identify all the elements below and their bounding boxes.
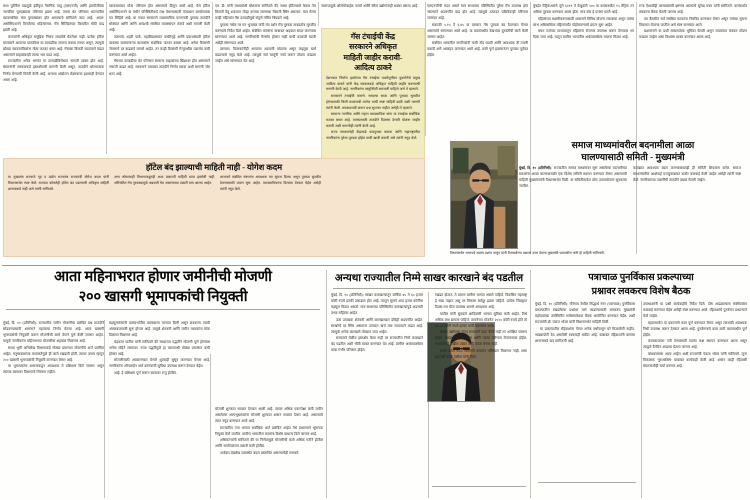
article-column-6 (533, 3, 634, 133)
dateline: मुंबई, दि. १० (प्रतिनिधी): (519, 166, 553, 170)
patrachal-article-body (535, 301, 747, 500)
column-divider (106, 2, 107, 154)
article-column-1 (3, 3, 104, 83)
column-divider (212, 2, 213, 154)
patrachal-column-2: उपाध्यक्षांनी या प्रश्नी कार्यवाहीचे निर्देश दिले. दोष आढळल्यास संबंधितांवर कारवाई करण्यात येईल असेही स्पष्ट करण्यात आले. रहिवाशांचे पुनर्वसन प्राधान्याने केले जाईल. म्हाडामार्फत या प्रकल्पाचे काम पूर्ण करण्यात येणार असून त्यासाठी आवश्यक निधी उपलब्ध करून देण्यात आला आहे. पुनर्वसनाचे काम कमी कालावधीत पूर्ण होईल. कामकाजाला गती देण्यासाठी स्वतंत्र कक्ष स्थापन करण्यात आला असून त्याद्वारे दैनंदिन आढावा घेतला जाणार आहे. बांधकामाला आता आहेत अशी राज्यमंत्री पंकज भोयर यांनी सांगितले. जुना विकासक 'गुरुआशिष' याबाबत कार्यवाही केली आहे. शासन काही रहिवासी संघटनांशीही चर्चा करणार आहे. (643, 302, 747, 368)
sugar-headline: अन्यथा राज्यातील निम्मे साखर कारखाने बंद पडतील (334, 273, 524, 284)
cm-column-1: मुंबई, दि. १० (प्रतिनिधी): राज्यातील समाज माध्यमांवर सुरू असलेल्या बदनामीच्या प्रकारांना आळा घालण्यासाठी एक विशेष समिती स्थापन करण्यात येणार असल्याची माहिती मुख्यमंत्र्यांनी विधानसभेत दिली. या समितीमार्फत ठोस उपाययोजना सुचवल्या जातील. (519, 166, 628, 189)
sugar-mill-article (331, 268, 527, 500)
headline-underline (6, 309, 320, 310)
column-divider (530, 270, 531, 498)
hotel-boxed-article (3, 158, 425, 257)
body-text: व्यावसायावर मोठा परिणाम होत असल्याचे दिसून आले आहे. येथे हॉटेल असोसिएशनने या गंभीर परिस्थितीकडे लक्ष वेधण्यासाठी पंतप्रधान कार्यालयास पत्र लिहिले आहे. या पत्रात सरकारने व्यावसायिक एलएनजी पुरवठा तातडीने धोक्यात आणि आणि आवश्यी संबंधित व्यवस्थापन करावे अशी मागणी केली आहे. तळगावे, शहरी पार्क, महाविद्यालयांत वसतिगृहे आणि प्रवाशांसाठी हॉटेल व्यवस्था चालवणाऱ्या चालकांना सर्वाधिक फटका बसला आहे. अनेक ठिकाणी जेवणाचे दर वाढवावे लागले आहेत, तर काही ठिकाणी मेन्यूमधील पदार्थच कमी करण्यात आले आहेत. गॅसच्या दरवाढीचा थेट परिणाम सामान्य ग्राहकांच्या खिशावर होत असल्याने नाराजी वाढत आहे. सरकारने याबाबत तातडीने निर्णय घ्यावा अशी मागणी जोर धरत आहे. (109, 4, 210, 76)
cm-article-footer: विधानसभेत भाजपचे सदस्य प्रशांत ठाकूर यांनी विचारलेल्या प्रश्नाला उत्तर देताना मुख्यमंत्री फडणवीस यांनी ही माहिती सांगितली. (450, 251, 605, 255)
article-column-2 (109, 3, 210, 77)
column-divider (425, 2, 426, 136)
headline-underline (333, 288, 525, 289)
patrachal-column-1: मुंबई, दि. १० (प्रतिनिधी): गोरेगाव येथील सिद्धार्थ नगर (पत्राचाळ) पुनर्विकास प्रकल्पातील रखडलेल्या प्रश्नांवर मार्ग काढण्यासाठी लवकरच मुख्यमंत्री महोदयांच्या उपस्थितीत सर्वसमावेशक बैठक आयोजित करण्यात येईल, अशी राज्यमंत्री डॉ. पंकज भोयर यांनी विधानसभेत माहिती दिली. या प्रकल्पातील रहिवाशांना गेल्या अनेक वर्षांपासून घरे मिळालेली नाहीत. भाड्यापोटी देय असलेली रक्कमही थकीत आहे. याबाबत रहिवाशांनी वारंवार शासनाकडे दाद मागितली आहे. (535, 302, 635, 343)
lead-column-2: महसूलमंत्र्यांनी यासंदर्भातील प्रस्तावाला मान्यता दिली असून लवकरच त्याची अंमलबजावणी सुरू होणार आहे. यामुळे शेतकरी आणि जमीन मालकांना मोठा दिलासा मिळणार आहे. चंद्रकांत पाटील यांनी सांगितले की सध्याच्या पद्धतीने मोजणी पूर्ण होण्यास अनेक महिने लागतात. नव्या पद्धतीमुळे हा कालावधी मोठ्या प्रमाणात कमी होणार आहे. मोजणीसाठी आकारण्यात येणारे शुल्कही सुसूत्र करण्यात येणार आहे. नागरिकांना ऑनलाईन अर्ज करण्याची सुविधा उपलब्ध करून देण्यात येईल. आहे. हे प्रशिक्षण पूर्ण करून कामावर रुजू होतील. (109, 321, 210, 375)
hotel-box-column-1: या मुख्यमंत्र राज्याचे गृह व उद्योग राज्यमंत्र राज्यमंत्री योगेश कदम यांनी विधानसभेत स्पष्ट केले. राज्यात कोणतेही हॉटेल बंद पडल्याची अधिकृत माहिती शासनाकडे नाही असे त्यांनी सांगितले. (8, 175, 109, 191)
body-text: मुंबईत मेट्रिकअलचे जुने ६११९ ते फेब्रुवारी २०५ वा कालावधीत १५ मेट्रिक टन अधिक पुरवठा करण्यात आला होता. मात्र यंदा हे प्रमाण घटले आहे. महिलांच्या सक्षमीकरणासाठी शासनाने विविध योजना राबवल्या असून त्यांचा लाभ अधिकाधिक महिलांपर्यंत पोहोचवण्याचे प्रयत्न सुरू आहेत. बचत गटांच्या माध्यमातून महिलांना रोजगार उपलब्ध करून देण्यावर भर दिला जात आहे. यातून ग्रामीण भागातील अर्थव्यवस्थेला चालना मिळत आहे. (533, 4, 634, 40)
patrachal-article (535, 268, 747, 500)
patrachal-headline: पत्राचाळ पुनर्विकास प्रकल्पाच्या प्रश्नावर लवकरच विशेष बैठक (588, 272, 694, 297)
column-divider (326, 270, 327, 498)
body-text: न्यासजळुळे ऑटोमोबाईल, फार्मा आणि स्टील उद्योगांनाही धक्का बसला आहे. (321, 4, 419, 8)
bottom-news-region (0, 268, 750, 500)
sugar-article-body (331, 292, 527, 500)
cm-article-body (519, 165, 747, 255)
body-text: एलएनजीची मदत असते मात्र सध्याच्या परिस्थितीत पुरेसा गॅस उपलब्ध होत नसल्याने अडचणींत वाढ होत आहे. त्यामुळे उत्पादन प्रक्रियेवरही परिणाम जाणवत आहे. सकाळी ५.१५ ते ६.४५ या दरम्यान गॅस पुरवठा बंद ठेवण्यात येणार असल्याचे सांगण्यात आले आहे. या कालावधीत देखभाल दुरुस्तीची कामे केली जाणार आहेत. संबंधित भागातील नागरिकांनी याची नोंद घ्यावी आणि आवश्यक ती तयारी करावी असे आवाहन करण्यात आले आहे. कामे पूर्ण झाल्यानंतर पुरवठा पूर्ववत होईल. (427, 4, 528, 58)
lead-article-body (3, 320, 323, 500)
lead-article-land-survey (3, 268, 323, 500)
hotel-box-column-3: शासनाने संबंधित यंत्रणांना आवश्यक त्या सूचना दिल्या असून पुरवठा सुरळीत ठेवण्यासाठी प्रयत्न सुरू आहेत. व्यावसायिकांना दिलासा देण्यात येईल असेही त्यांनी नमूद केले. (220, 175, 321, 191)
article-column-5 (427, 3, 528, 135)
cm-social-media-article (449, 138, 747, 256)
lead-column-3-text: मोजणी शुल्कात सवलत देण्यात आली आहे. त्यावर अधिक एकरपेक्षा कमी जमीन असलेल्या अल्पभूधारकांना मोजणी शुल्कात शासन सवलत देणार आहे. असल्याचे त्यात नमूद करण्यात आले आहे. राज्यातील ज्या भागात सर्वाधिक अर्ज प्रलंबित आहेत तेथे प्राधान्याने भूमापक नियुक्त केले जातील. ग्रामीण भागातील कामांना विशेष प्राधान्य दिले जाणार आहे. अधिकाऱ्यांनी सांगितले की या निर्णयामुळे मोजणीची कामे अधिक गतीने होतील आणि नागरिकांच्या तक्रारी कमी होतील. अर्जदार-देखरेख व्यवस्थेत बदल प्रस्तावित असल्याचेही समजते. (215, 407, 323, 455)
lead-headline: आता महिनाभरात होणार जमीनीची मोजणी २०० खासगी भूमापकांची नियुक्ती (54, 269, 272, 305)
article-end-rule (432, 486, 526, 487)
gas-box-body: देशभरात निर्माण झालेल्या गॅस टंचाईचा पार्श्वभूमीवर युवासेनेचे प्रमुख आदित्य ठाकरे यांनी केंद्र सरकारकडे अधिकृत माहिती जाहीर करण्याची मागणी केली आहे. नागरिकांना वस्तुस्थिती समजली पाहिजे असे ते म्हणाले. सरकारने टंचाईची कारणे, सध्याचा साठा आणि पुरवठा सुरळीत होण्यासाठी किती कालावधी लागेल याची स्पष्ट माहिती द्यावी अशी मागणी त्यांनी केली. लपवाछपवी करून प्रश्न सुटणार नाहीत असेही ते म्हणाले. सामान्य नागरिक आणि लहान व्यावसायिक यांना या टंचाईचा सर्वाधिक फटका बसत आहे. त्यांच्यासाठी तातडीने दिलासा देणारी योजना जाहीर करावी अशी मागणीही त्यांनी केली आहे. राज्य सरकारनेही केंद्राकडे पाठपुरावा करावा आणि महाराष्ट्रातील नागरिकांना पुरेसा पुरवठा होईल याची खात्री करावी असे त्यांनी नमूद केले. (326, 75, 420, 141)
article-column-4 (321, 3, 422, 28)
body-text: रत्ना ऐश्वर्याही वरसाळ्याची इष्टणार आल्याचे सुरेख पत्रव यांनी सांगितले. यासंदर्भात लवकरच बैठक घेतली जाणार आहे. त्या बैठकीत सर्व संबंधित घटकांना निमंत्रित करण्यात येणार असून त्यांच्या सूचना विचारात घेतल्या जातील असे स्पष्ट करण्यात आले. प्रशासनाने या प्रश्नी सकारात्मक भूमिका घेतली असून लवकरात लवकर तोडगा काढला जाईल असा विश्वास व्यक्त करण्यात आला आहे. (639, 4, 747, 40)
gas-box-headline: गॅस टंचाईची केंद्र सरकारने अधिकृत माहिती जाहीर करावी- आदित्य ठाकरे (343, 32, 403, 73)
article-column-7 (639, 3, 747, 133)
body-text: एम. डी. यांनी माध्यमांशी बोलताना सांगितले की, सध्या हॉटेलवाले केवळ तेच किमती ठेवू शकतात जेव्हा कच्च्या मालाच्या किमती स्थिर असतात. मात्र गेल्या काही महिन्यांत गॅस दरवाढीमुळे संपूर्ण गणित बिघडले आहे. पुरवठा नसेल तर मन भुजबळ यांनी मंत्र दर्शन गॅस पुरवठा ताबडतोब सुरळीत करण्याचे निर्देश दिले आहेत. संबंधित यंत्रणांना याबाबत अहवाल सादर करण्यास सांगण्यात आले आहे. नागरिकांची गैरसोय होणार नाही याची काळजी घ्यावी असेही सांगण्यात आले. दरम्यान, वितरकांनीही आपल्या अडचणी मांडल्या असून वाहतूक खर्च वाढल्याचे नमूद केले आहे. त्यामुळे सर्व बाजूंनी चर्चा करून तोडगा काढला जाईल असे सांगण्यात येत आहे. (215, 4, 316, 64)
lead-column-1: मुंबई, दि. १० (प्रतिनिधी): राज्यातील जमीन मोजणीचा प्रलंबित प्रश्न तातडीने सोडवण्यासाठी शासनाने महत्त्वाचा निर्णय घेतला आहे. आता खासगी भूमापकांची नियुक्ती करून मोजणीची कामे वेगाने पूर्ण केली जाणार आहेत. यामुळे नागरिकांना महिनाभरात मोजणीचा अहवाल मिळणार आहे. सध्या भूमी अभिलेख विभागाकडे मोठ्या प्रमाणात मोजणीचे अर्ज प्रलंबित आहेत. मनुष्यबळाच्या कमतरतेमुळे ही कामे रखडली होती. त्यावर उपाय म्हणून २०० खासगी भूमापकांची नियुक्ती करण्यात येणार आहे. या भूमापकांना शासनाकडून आवश्यक ते प्रशिक्षण दिले जाणार असून त्यांच्या कामावर विभागाचे नियंत्रण राहील. (3, 321, 104, 375)
article-end-rule (538, 482, 636, 483)
hotel-box-column-2: अन्य कोणत्याही विभागाकडूनही अशा प्रकारची माहिती प्राप्त झालेली नाही. अनियमित गॅस पुरवठ्यामुळे अडचणी येत असल्याच्या तक्रारी मात्र आल्या आहेत. (114, 175, 215, 185)
hotel-box-headline: हॉटेल बंद झाल्याची माहिती नाही - योगेश कदम (145, 163, 283, 172)
section-divider-rule (2, 265, 748, 266)
sugar-column-2: रखडत होतात. ते प्रमाण ग्रामीण भागात असले पाहिजे. विकसित महाराष्ट्र हे स्वप्न पाहात असू तर विकास सर्वदूर झाला पाहिजे. प्रत्येक जिल्ह्यात दिवस-रात्र वीज उपलब्ध असणे आवश्यक आहे. पाटील यांनी सुचवले आदिवासी भागात सुविधा कमी आहेत, तिथे अधिक लक्ष द्यायला पाहिजे. ठाकरेंच्या योजनेत २०२० कोटी रुपये होते तो ७९-८६ कोटी रुपये इतका कमी करण्यात आला. साखर उद्योगाला राज्य सरकारने मदत केली नाही तर अपेक्षित घसरण होईल. साखर उत्पादन घटेल आणि त्याचा परिणाम रोजगारावर होईल. कामगारांची देखील तक्रार कमी करता येणार नाही. हजार कोटी रुपये जीएसटी उत्पादन भविष्यात मिळणार नाही, असा इशाराही वरळे पाटील यांनी दिला. (435, 293, 527, 359)
body-text: मध्य पूर्वेतील वाढ‌मुळे इर्वीकृत नैसर्गिक वायू (एलएनजी) आणि इलपीजीच्या जागतिक पुरवठ्यावर परिणाम झाला आहे. त्याचा थेट परिणाम भारतातील व्यावसायिक मंत्रा पुरवठ्यावर होत असल्याचे सांगितले जात आहे. 'अदार' असोसिएशनने विनलेल्या महिन्यांसार, गॅस सिलिंडरच्या किमतीत मोठी वाढ झाली आहे. कंपन्यांनी अधिकृत समुद्रिक निणय लादलेले घेतलेला नाही. प्रत्येक हॉटेल चालकाने आपल्या पातळीवर या दरवाढीचा सामना करावा लागत असून, त्यामुळे छोट्या व्यावसायिकांना मोठा फटका बसत आहे. गॅसच्या किमती सातत्याने वाढत असल्याने ग्राहकांवरही त्याचा भार पडत आहे. राज्यातील अनेक भागांत या दरवाढीविरोधात नाराजी व्यक्त होत आहे. संघटनांनी सरकारकडे हस्तक्षेपाची मागणी केली असून, तातडीने धोरणात्मक निर्णय घेण्याची विनंती केली आहे. अन्यथा आंदोलन छेडण्याचा इशाराही देण्यात आला आहे. (3, 4, 104, 82)
sugar-column-1: मुंबई, दि. १० (प्रतिनिधी): साखर कारखान्यांतून वार्षिक ४५ ते ६० हजार कोटी रुपये इतकी उलाढाल होत आहे. त्यातून सुमारे आठ हजार कोटींचा महसूल मिळत असतो. मात्र सध्याच्या परिस्थितीत कारखान्यांपुढे अडचणी उभ्या राहिल्या आहेत. ऊस उत्पादक शेतकरी आणि कारखानदार दोघेही अडचणीत आहेत. साखरेचे दर स्थिर असताना उत्पादन खर्च मात्र सातत्याने वाढत आहे. त्यामुळे अनेक कारखाने तोट्यात जात आहेत. सरकारने वेळीच हस्तक्षेप केला नाही तर राज्यातील निम्मे कारखाने बंद पडतील अशी भीती व्यक्त करण्यात येत आहे. ग्रामीण अर्थव्यवस्थेवर याचा गंभीर परिणाम होईल. (331, 293, 423, 353)
column-divider (318, 2, 319, 26)
chief-minister-photo (450, 141, 518, 249)
cm-headline: समाज माध्यमांवरील बदनामीला आळा घालण्यासाठी समिती - मुख्यमंत्री (571, 140, 695, 163)
cm-column-2: कायद्यात आवश्यक बदल करण्याबाबतही ही समिती शिफारस करेल. समाज माध्यमांवरील आक्षेपार्ह मजकुराबाबत कठोर कारवाई केली जाईल असेही त्यांनी स्पष्ट केले. नागरिकांच्या तक्रारींची तातडीने दखल घेतली जाईल. (633, 166, 741, 183)
article-column-3 (215, 3, 316, 65)
